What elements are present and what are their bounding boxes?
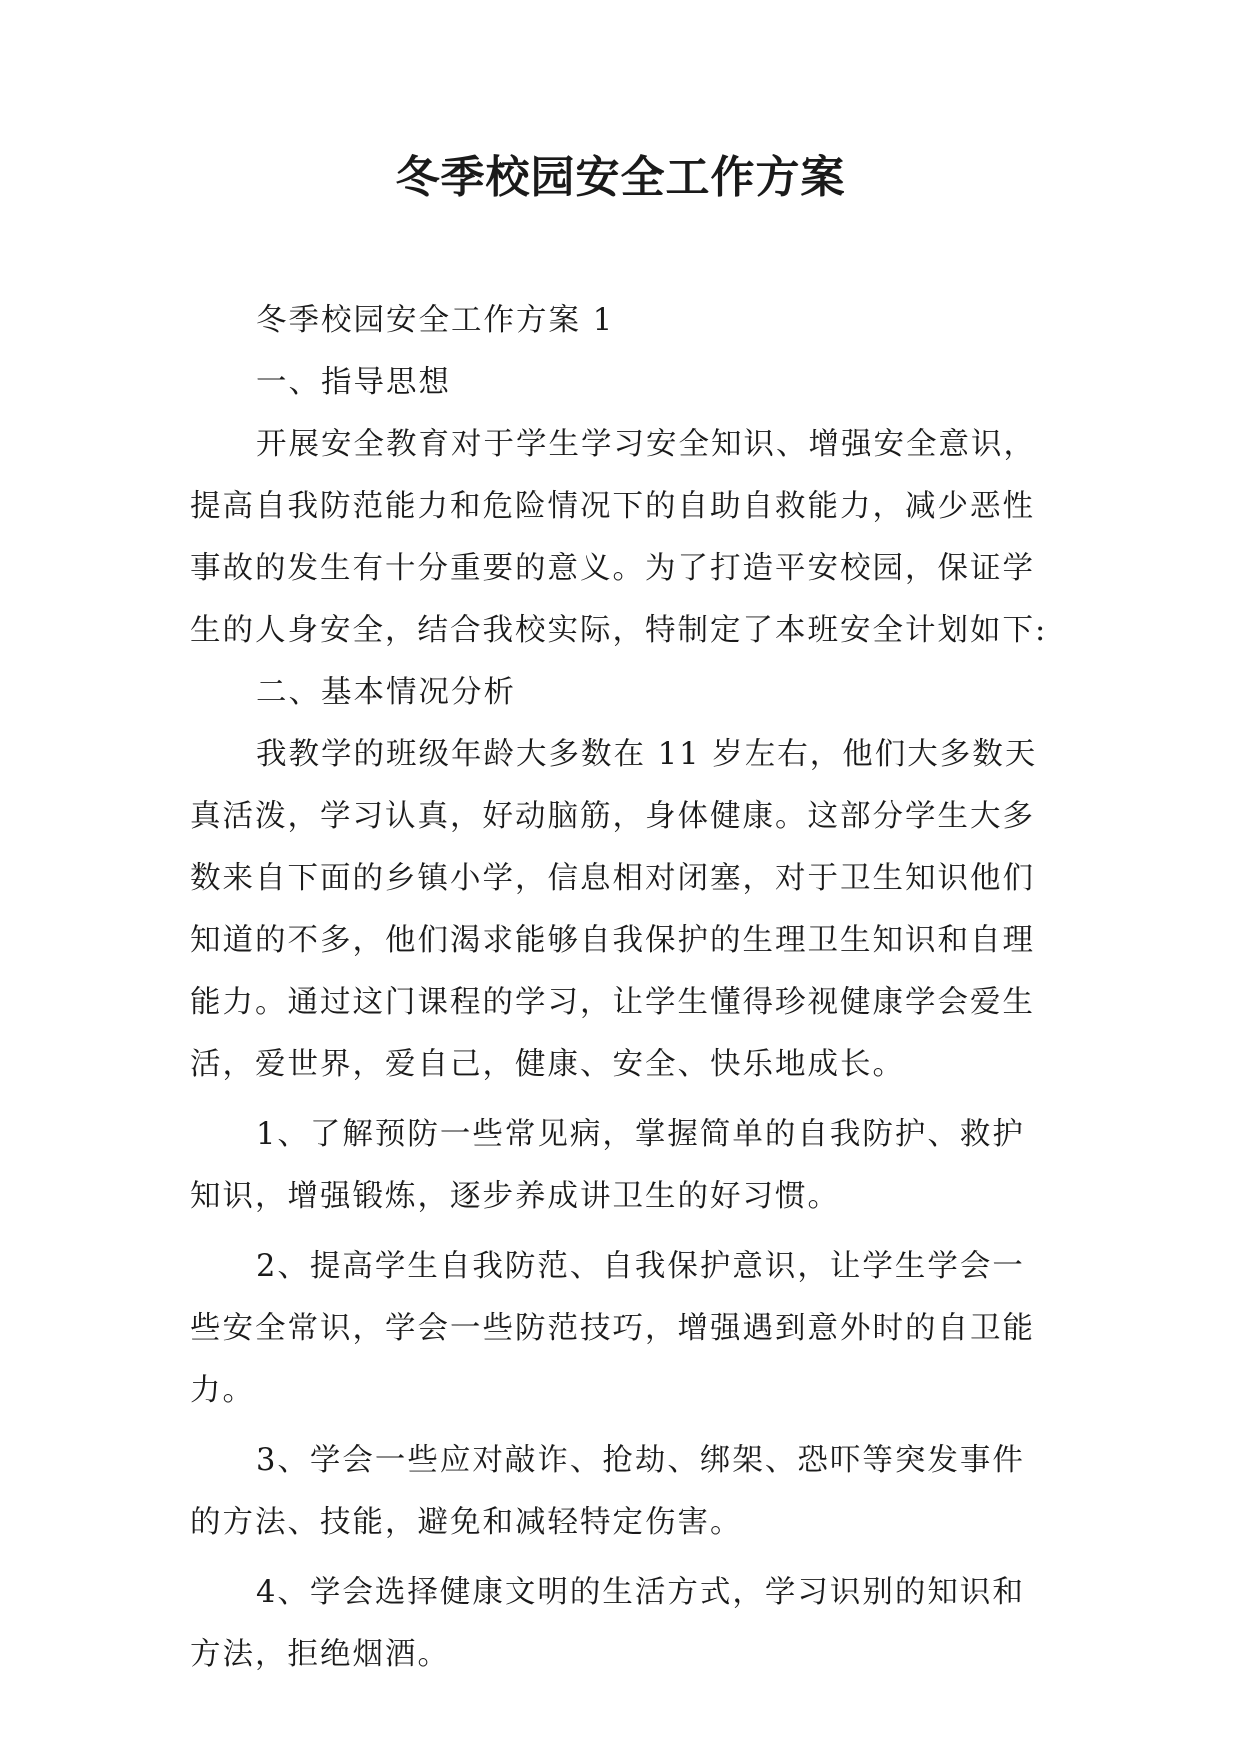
- list-item: 3、学会一些应对敲诈、抢劫、绑架、恐吓等突发事件的方法、技能，避免和减轻特定伤害。: [190, 1443, 1025, 1540]
- section-heading: 冬季校园安全工作方案 1: [256, 303, 615, 338]
- section-heading: 一、指导思想: [256, 365, 451, 400]
- list-item: 4、学会选择健康文明的生活方式，学习识别的知识和方法，拒绝烟酒。: [190, 1575, 1025, 1672]
- document-body: [190, 290, 1050, 1686]
- list-item: 2、提高学生自我防范、自我保护意识，让学生学会一些安全常识，学会一些防范技巧，增强遇到意外时的自卫能力。: [190, 1249, 1035, 1408]
- body-paragraph: 开展安全教育对于学生学习安全知识、增强安全意识，提高自我防范能力和危险情况下的自助自救能力，减少恶性事故的发生有十分重要的意义。为了打造平安校园，保证学生的人身安全，结合我校实际，特制定了本班安全计划如下:: [190, 427, 1048, 648]
- list-item: 1、了解预防一些常见病，掌握简单的自我防护、救护知识，增强锻炼，逐步养成讲卫生的好习惯。: [190, 1117, 1025, 1214]
- document-title: 冬季校园安全工作方案: [395, 152, 846, 203]
- section-heading: 二、基本情况分析: [256, 675, 516, 710]
- body-paragraph: 我教学的班级年龄大多数在 11 岁左右，他们大多数天真活泼，学习认真，好动脑筋，身体健康。这部分学生大多数来自下面的乡镇小学，信息相对闭塞，对于卫生知识他们知道的不多，他们渴求能够自我保护的生理卫生知识和自理能力。通过这门课程的学习，让学生懂得珍视健康学会爱生活，爱世界，爱自己，健康、安全、快乐地成长。: [190, 737, 1038, 1082]
